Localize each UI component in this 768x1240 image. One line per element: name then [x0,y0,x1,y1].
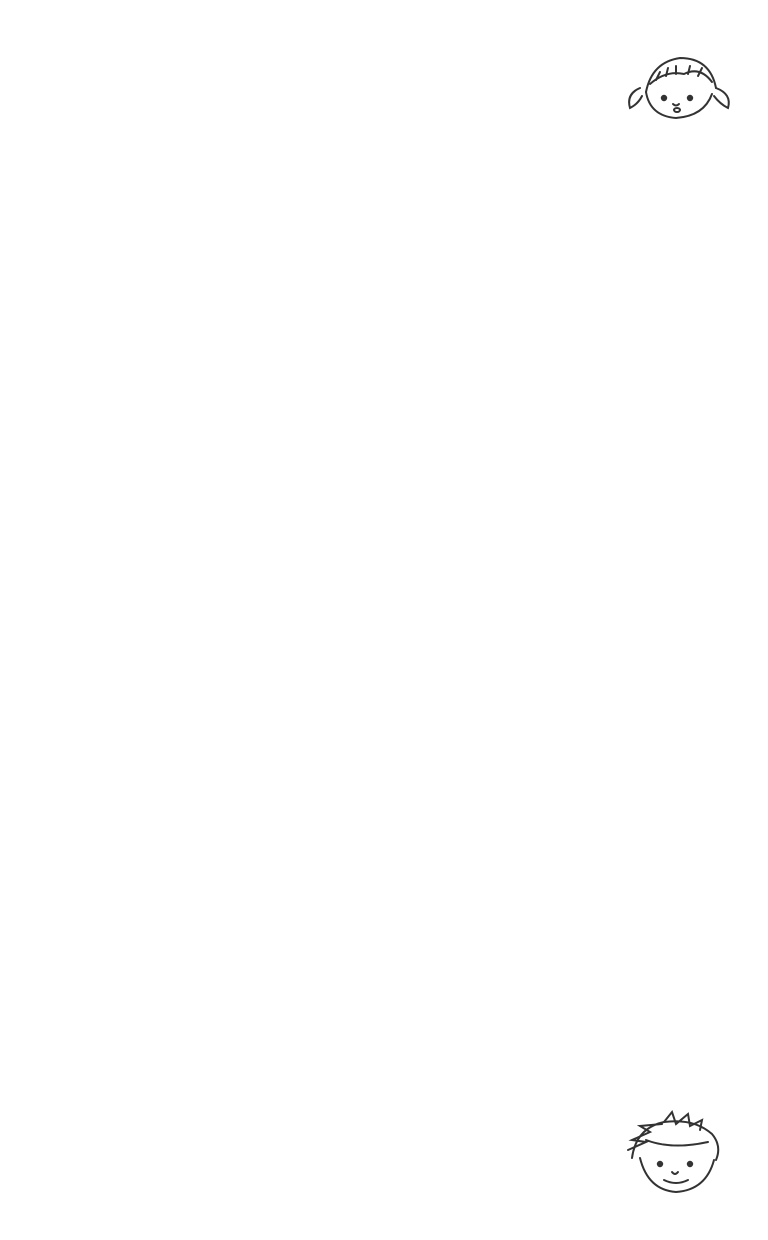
girl-face-icon [629,58,729,118]
boy-face-icon [628,1112,718,1192]
